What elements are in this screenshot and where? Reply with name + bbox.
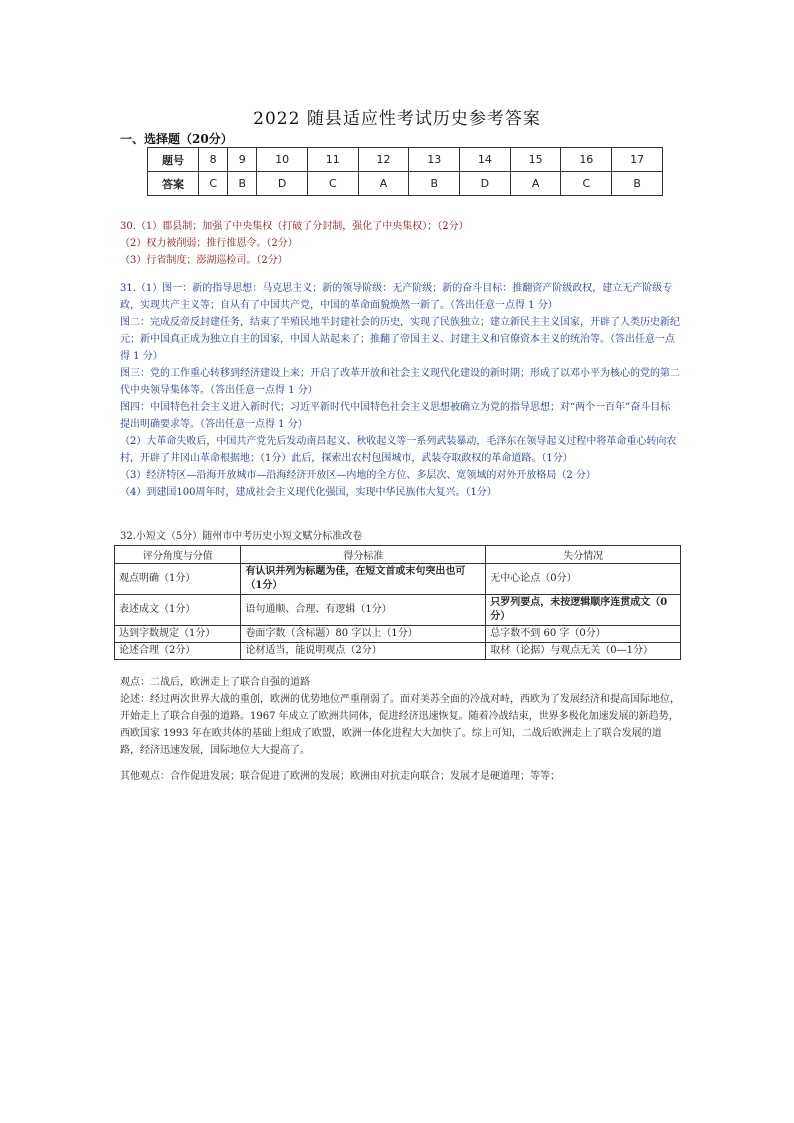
question-number-row xyxy=(148,148,663,172)
question-30-answers xyxy=(120,218,680,269)
multiple-choice-answer-table xyxy=(147,147,663,196)
rubric-criterion: 达到字数规定（1分） xyxy=(115,626,241,643)
row-label: 答案 xyxy=(148,172,199,196)
q30-part1: 30.（1）郡县制；加强了中央集权（打破了分封制，强化了中央集权）；（2分） xyxy=(120,221,469,232)
answer-cell: C xyxy=(561,172,612,196)
answer-cell: B xyxy=(409,172,460,196)
essay-viewpoint: 观点：二战后，欧洲走上了联合自强的道路 xyxy=(120,677,310,688)
question-number: 11 xyxy=(307,148,358,172)
rubric-row xyxy=(115,626,681,643)
rubric-deduction: 取材（论据）与观点无关（0—1分） xyxy=(486,643,681,660)
answer-cell: D xyxy=(257,172,308,196)
other-viewpoints: 其他观点：合作促进发展；联合促进了欧洲的发展；欧洲由对抗走向联合；发展才是硬道理；等等； xyxy=(120,771,560,782)
answer-cell: B xyxy=(612,172,663,196)
answer-cell: A xyxy=(510,172,561,196)
q31-figure1: 31.（1）图一：新的指导思想：马克思主义；新的领导阶级：无产阶级；新的奋斗目标：推翻资产阶级政权，建立无产阶级专政，实现共产主义等；自从有了中国共产党，中国的革命面貌焕然一新了。（答出任意一点得 1 分） xyxy=(120,283,673,311)
rubric-row xyxy=(115,643,681,660)
essay-argument: 论述：经过两次世界大战的重创，欧洲的优势地位严重削弱了。面对美苏全面的冷战对峙，西欧为了发展经济和提高国际地位，开始走上了联合自强的道路。1967 年成立了欧洲共同体，促进经济迅速恢复。随着冷战结束，世界多极化加速发展的新趋势，西欧国家 1993 年在欧共体的基础上组成了欧盟，欧洲一体化进程大大加快了。综上可知，二战后欧洲走上了联合发展的道路，经济迅速发展，国际地位大大提高了。 xyxy=(120,694,680,756)
question-number: 15 xyxy=(510,148,561,172)
rubric-score-standard: 论材适当，能说明观点（2分） xyxy=(241,643,486,660)
question-number: 10 xyxy=(257,148,308,172)
q31-part3: （3）经济特区—沿海开放城市—沿海经济开放区—内地的全方位、多层次、宽领域的对外开放格局（2 分） xyxy=(120,470,596,481)
rubric-header: 评分角度与分值 xyxy=(115,546,241,564)
row-label: 题号 xyxy=(148,148,199,172)
rubric-deduction: 无中心论点（0分） xyxy=(486,564,681,595)
answer-cell: B xyxy=(228,172,257,196)
rubric-header-row xyxy=(115,546,681,564)
question-number: 12 xyxy=(358,148,409,172)
q31-figure2: 图二：完成反帝反封建任务，结束了半殖民地半封建社会的历史，实现了民族独立；建立新民主主义国家，开辟了人类历史新纪元；新中国真正成为独立自主的国家，中国人站起来了；推翻了帝国主义、封建主义和官僚资本主义的统治等。（答出任意一点得 1 分） xyxy=(120,317,680,362)
answer-cell: C xyxy=(307,172,358,196)
rubric-score-standard: 语句通顺、合理、有逻辑（1分） xyxy=(241,595,486,626)
answer-row xyxy=(148,172,663,196)
q31-part2: （2）大革命失败后，中国共产党先后发动南昌起义、秋收起义等一系列武装暴动，毛泽东在领导起义过程中将革命重心转向农村，开辟了井冈山革命根据地；（1分）此后，探索出农村包围城市，武装夺取政权的革命道路。（1分） xyxy=(120,436,677,464)
rubric-criterion: 表述成文（1分） xyxy=(115,595,241,626)
rubric-header: 得分标准 xyxy=(241,546,486,564)
rubric-score-standard: 卷面字数（含标题）80 字以上（1分） xyxy=(241,626,486,643)
q32-heading: 32.小短文（5分）随州市中考历史小短文赋分标准改卷 xyxy=(120,531,363,542)
rubric-header: 失分情况 xyxy=(486,546,681,564)
question-number: 14 xyxy=(460,148,511,172)
rubric-row xyxy=(115,595,681,626)
question-31-answers xyxy=(120,280,680,501)
answer-cell: C xyxy=(199,172,228,196)
q31-part4: （4）到建国100周年时，建成社会主义现代化强国，实现中华民族伟大复兴。（1分） xyxy=(120,487,497,498)
q31-figure3: 图三：党的工作重心转移到经济建设上来；开启了改革开放和社会主义现代化建设的新时期；形成了以邓小平为核心的党的第二代中央领导集体等。（答出任意一点得 1 分） xyxy=(120,368,680,396)
answer-cell: D xyxy=(460,172,511,196)
essay-scoring-rubric-table xyxy=(114,545,681,660)
q31-figure4: 图四：中国特色社会主义进入新时代；习近平新时代中国特色社会主义思想被确立为党的指导思想；对“两个一百年”奋斗目标提出明确要求等。（答出任意一点得 1 分） xyxy=(120,402,671,430)
rubric-deduction: 总字数不到 60 字（0分） xyxy=(486,626,681,643)
rubric-score-standard: 有认识并列为标题为佳，在短文首或末句突出也可（1分） xyxy=(241,564,486,595)
q30-part3: （3）行省制度；澎湖巡检司。（2分） xyxy=(120,255,288,266)
question-number: 16 xyxy=(561,148,612,172)
question-number: 9 xyxy=(228,148,257,172)
rubric-deduction: 只罗列要点，未按逻辑顺序连贯成文（0分） xyxy=(486,595,681,626)
section-heading-multiple-choice: 一、选择题（20分） xyxy=(120,132,233,146)
page-title: 2022 随县适应性考试历史参考答案 xyxy=(253,109,541,129)
q30-part2: （2）权力被削弱；推行推恩令。（2分） xyxy=(120,238,298,249)
question-number: 13 xyxy=(409,148,460,172)
sample-essay xyxy=(120,674,680,759)
rubric-row xyxy=(115,564,681,595)
rubric-criterion: 观点明确（1分） xyxy=(115,564,241,595)
question-number: 8 xyxy=(199,148,228,172)
rubric-criterion: 论述合理（2分） xyxy=(115,643,241,660)
answer-cell: A xyxy=(358,172,409,196)
question-number: 17 xyxy=(612,148,663,172)
